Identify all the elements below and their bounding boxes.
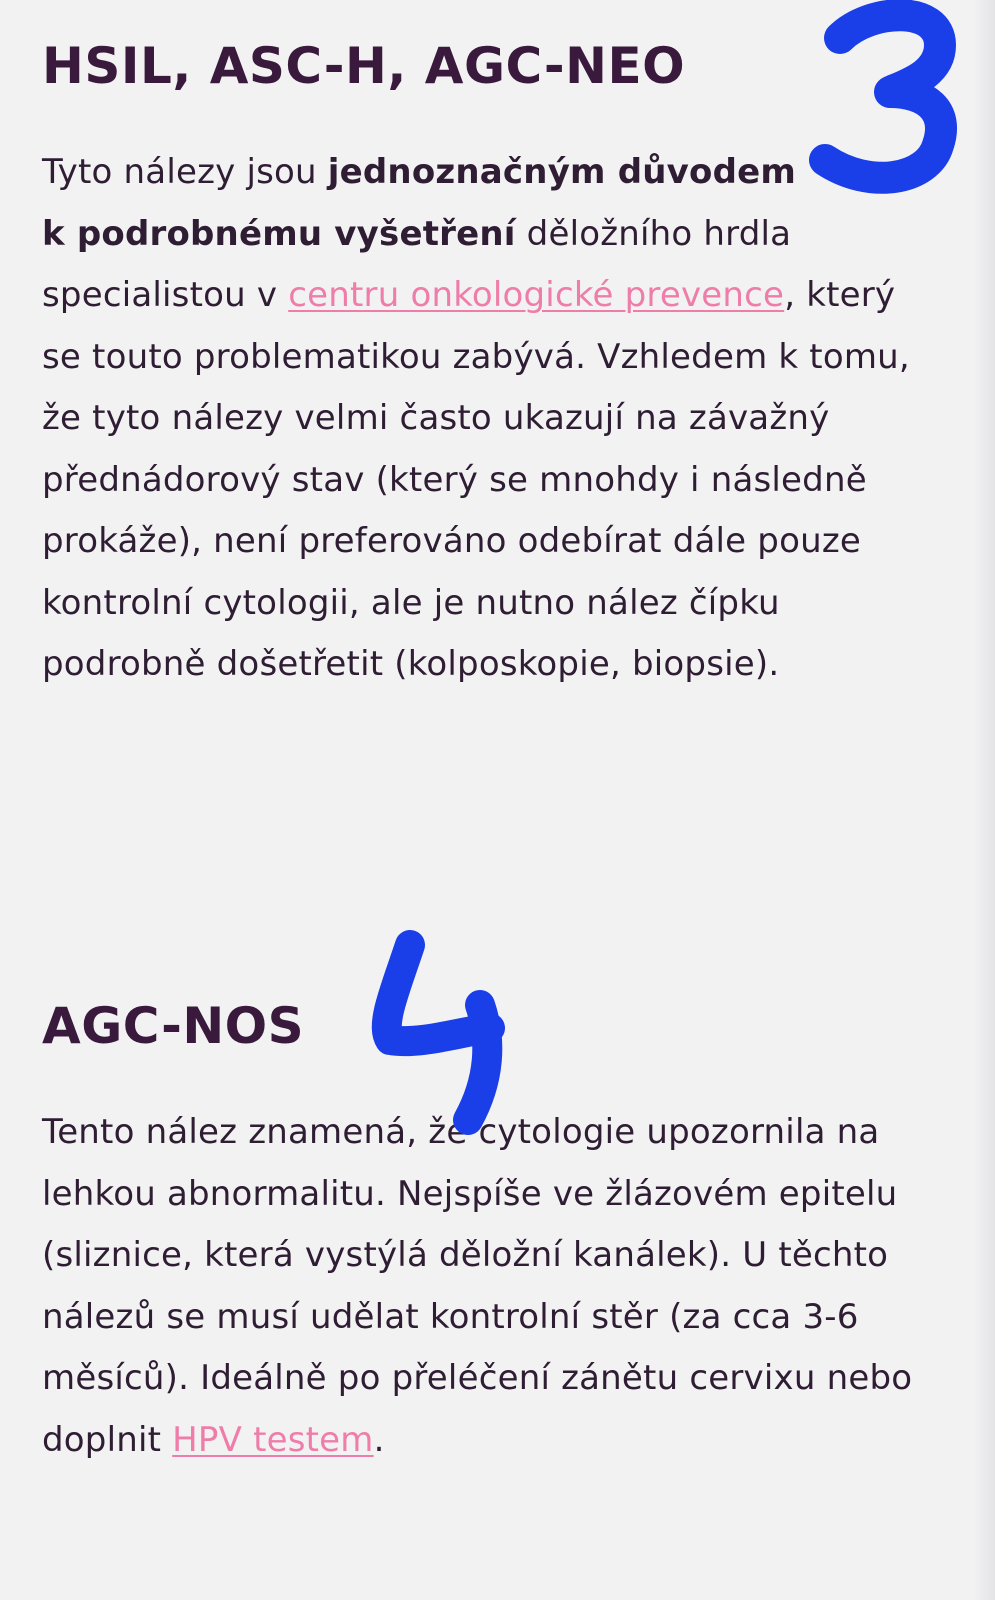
section-heading: AGC-NOS bbox=[42, 997, 305, 1055]
hpv-test-link[interactable]: HPV testem bbox=[172, 1419, 374, 1460]
section-agc-nos bbox=[42, 990, 942, 1471]
section-hsil bbox=[42, 30, 942, 696]
paragraph-bold-text: k podrobnému vyšetření bbox=[42, 213, 516, 254]
paragraph-text: Tyto nálezy jsou bbox=[42, 152, 328, 192]
section-paragraph bbox=[42, 142, 942, 696]
section-heading: HSIL, ASC-H, AGC-NEO bbox=[42, 37, 686, 95]
paragraph-text: , který se touto problematikou zabývá. Vzhledem k tomu, že tyto nálezy velmi často ukazují na závažný přednádorový stav (který se mnohdy i následně prokáže), není preferováno odebírat dále pouze kontrolní cytologii, ale je nutno nález čípku podrobně došetřetit (kolposkopie, biopsie). bbox=[42, 275, 910, 684]
paragraph-text: . bbox=[373, 1419, 385, 1460]
page-edge-shadow bbox=[973, 0, 995, 1600]
paragraph-text: děložního hrdla specialistou v bbox=[42, 213, 792, 315]
section-paragraph bbox=[42, 1102, 942, 1471]
paragraph-bold-text: jednoznačným důvodem bbox=[327, 152, 797, 192]
paragraph-text: Tento nález znamená, že cytologie upozornila na lehkou abnormalitu. Nejspíše ve žlázovém epitelu (sliznice, která vystýlá děložní kanálek). U těchto nálezů se musí udělat kontrolní stěr (za cca 3-6 měsíců). Ideálně po přeléčení zánětu cervixu nebo doplnit bbox=[42, 1112, 913, 1460]
onkologicka-prevence-link[interactable]: centru onkologické prevence bbox=[288, 275, 785, 315]
